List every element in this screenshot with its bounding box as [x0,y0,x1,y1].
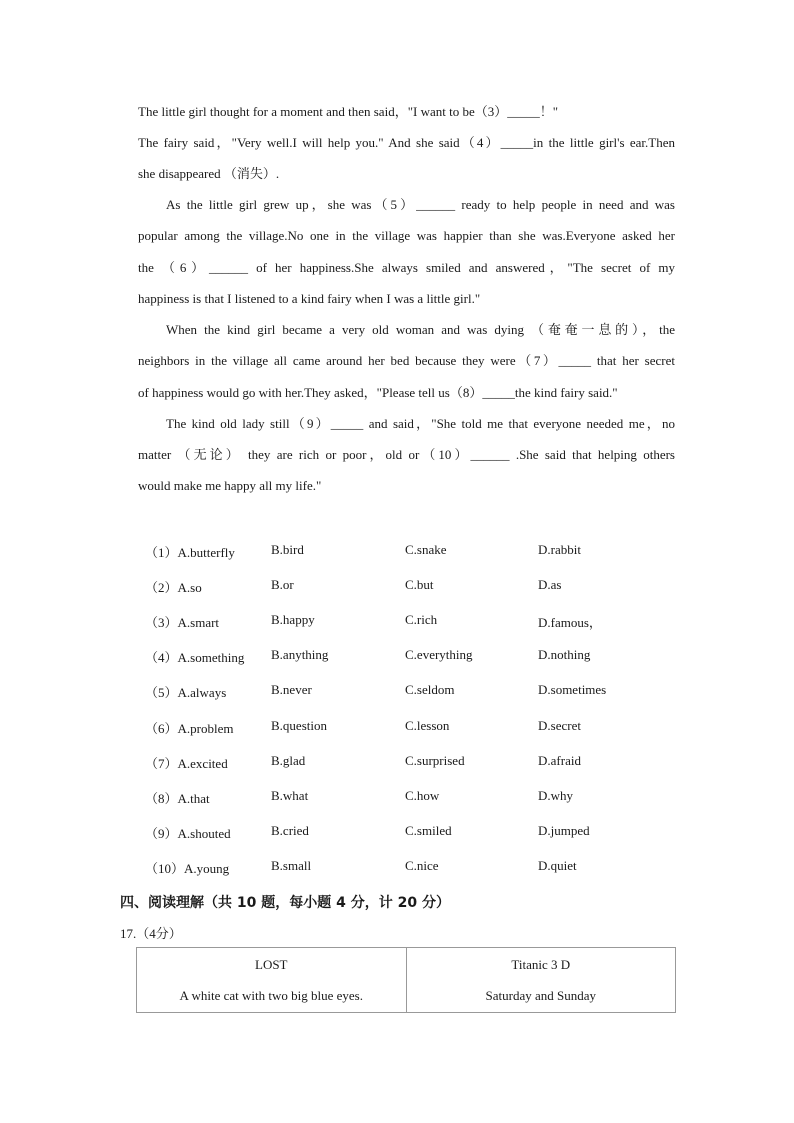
option-row [0,788,794,806]
cell-title: Titanic 3 D [511,956,571,972]
question-number: 17.（4分） [120,926,182,941]
option-d: D.why [538,788,574,803]
option-d: D.famous， [538,615,602,630]
option-c: C.seldom [405,682,455,697]
option-a: （3）A.smart [145,615,220,630]
option-c: C.how [405,788,440,803]
option-c: C.surprised [405,753,465,768]
option-b: B.cried [271,823,309,838]
passage-line: neighbors in the village all came around her bed because they were（7）_____ that her secret [138,353,675,368]
option-a: （2）A.so [145,580,202,595]
option-b: B.small [271,858,312,873]
option-a: （7）A.excited [145,756,228,771]
cell-text: Saturday and Sunday [485,987,596,1003]
option-row [0,823,794,841]
option-b: B.bird [271,542,304,557]
option-b: B.what [271,788,309,803]
option-a: （9）A.shouted [145,826,231,841]
option-d: D.secret [538,718,581,733]
passage-line: When the kind girl became a very old woman and was dying （奄奄一息的），the [166,322,675,337]
passage-line: matter （无论） they are rich or poor，old or（10）______ .She said that helping others [138,447,675,462]
passage-line: of happiness would go with her.They asked，"Please tell us（8）_____the kind fairy said." [138,385,618,400]
option-row [0,718,794,736]
option-row [0,542,794,560]
option-a: （8）A.that [145,791,210,806]
option-d: D.jumped [538,823,590,838]
option-d: D.afraid [538,753,581,768]
option-row [0,682,794,700]
option-b: B.glad [271,753,306,768]
option-row [0,577,794,595]
passage-line: As the little girl grew up，she was（5）______ ready to help people in need and was [166,197,675,212]
option-b: B.never [271,682,312,697]
cell-title: LOST [255,956,288,972]
info-table [136,947,676,1013]
option-c: C.smiled [405,823,452,838]
option-b: B.or [271,577,294,592]
passage-line: The fairy said，"Very well.I will help you." And she said（4）_____in the little girl's ear.Then [138,135,675,150]
option-b: B.anything [271,647,329,662]
option-b: B.happy [271,612,315,627]
table-cell-movie [406,948,676,1013]
option-d: D.nothing [538,647,591,662]
passage-line: happiness is that I listened to a kind fairy when I was a little girl." [138,291,481,306]
option-a: （1）A.butterfly [145,545,235,560]
section-heading: 四、阅读理解（共 10 题，每小题 4 分，计 20 分） [120,895,450,911]
cell-text: A white cat with two big blue eyes. [179,987,363,1003]
option-row [0,612,794,630]
passage-line: popular among the village.No one in the village was happier than she was.Everyone asked her [138,228,675,243]
option-a: （6）A.problem [145,721,234,736]
table-cell-lost [137,948,407,1013]
passage-line: The kind old lady still（9）_____ and said，"She told me that everyone needed me，no [166,416,675,431]
option-c: C.but [405,577,434,592]
option-d: D.as [538,577,562,592]
option-c: C.nice [405,858,439,873]
option-row [0,753,794,771]
option-a: （5）A.always [145,685,227,700]
option-d: D.rabbit [538,542,581,557]
option-a: （4）A.something [145,650,245,665]
option-d: D.sometimes [538,682,607,697]
option-c: C.lesson [405,718,450,733]
option-row [0,858,794,876]
passage-line: she disappeared （消失）. [138,166,280,181]
option-b: B.question [271,718,327,733]
option-c: C.everything [405,647,473,662]
option-d: D.quiet [538,858,577,873]
option-row [0,647,794,665]
passage-line: The little girl thought for a moment and then said，"I want to be（3）_____！" [138,104,559,119]
passage-line: would make me happy all my life." [138,478,322,493]
option-c: C.snake [405,542,447,557]
option-c: C.rich [405,612,438,627]
passage-line: the （6）______ of her happiness.She always smiled and answered，"The secret of my [138,260,675,275]
option-a: （10）A.young [145,861,230,876]
